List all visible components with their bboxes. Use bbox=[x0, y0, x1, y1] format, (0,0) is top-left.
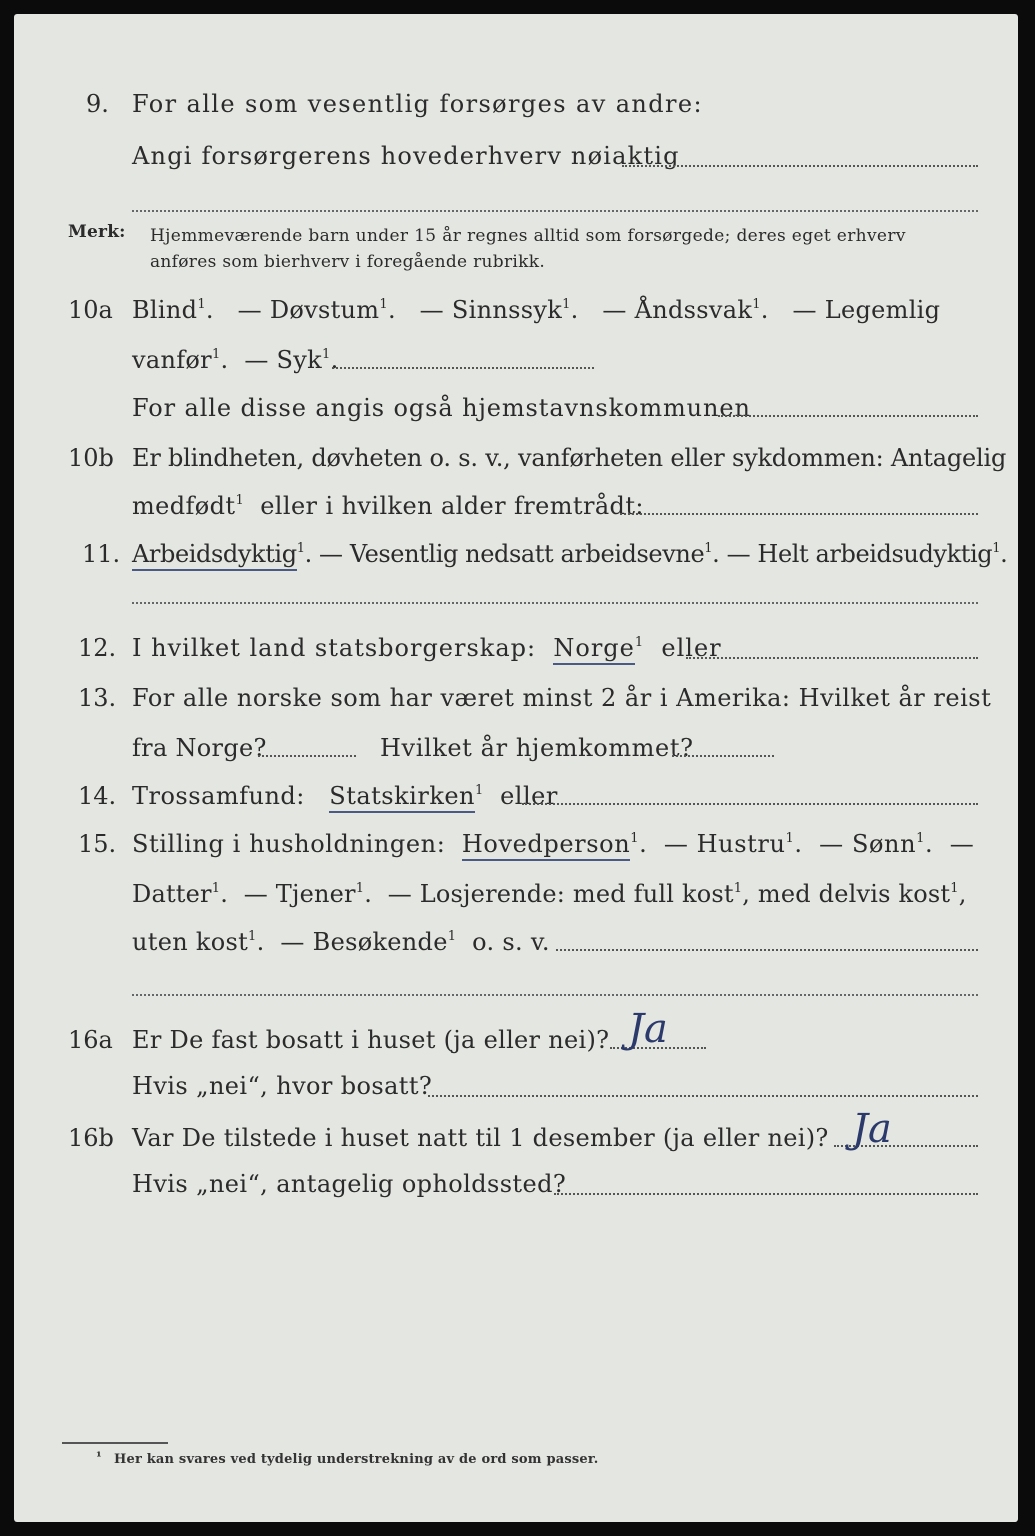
q16a-bosatt-line[interactable] bbox=[428, 1095, 978, 1097]
opt-blind[interactable]: Blind bbox=[132, 296, 198, 324]
q13-line2a: fra Norge? bbox=[132, 734, 267, 762]
q15-line2: Datter$^1$. — Tjener$^1$. — Losjerende: med full kost$^1$, med delvis kost$^1$, bbox=[132, 880, 967, 908]
q13-number: 13. bbox=[78, 684, 117, 712]
q10a-line3: For alle disse angis også hjemstavnskommunen bbox=[132, 394, 751, 422]
footnote-mark: ¹ bbox=[96, 1450, 102, 1465]
q10a-line1: Blind$^1$. — Døvstum$^1$. — Sinnssyk$^1$. — Åndssvak$^1$. — Legemlig bbox=[132, 296, 941, 324]
opt-delvis-kost[interactable]: , med delvis kost bbox=[742, 880, 951, 908]
opt-full-kost[interactable]: — Losjerende: med full kost bbox=[387, 880, 734, 908]
q14-number: 14. bbox=[78, 782, 117, 810]
q14-label: Trossamfund: bbox=[132, 782, 305, 810]
opt-tjener[interactable]: — Tjener bbox=[243, 880, 356, 908]
opt-statskirken[interactable]: Statskirken bbox=[329, 782, 475, 813]
q10a-line2: vanfør$^1$. — Syk$^1$. bbox=[132, 346, 339, 374]
q10b-line1: Er blindheten, døvheten o. s. v., vanførheten eller sykdommen: Antagelig bbox=[132, 444, 1007, 472]
q10b-alder-label: eller i hvilken alder fremtrådt: bbox=[260, 492, 644, 520]
q9-answer-line-2[interactable] bbox=[132, 210, 978, 212]
q9-answer-line[interactable] bbox=[622, 165, 978, 167]
q13-hjemkommet-line[interactable] bbox=[672, 755, 774, 757]
q11-line: Arbeidsdyktig$^1$. — Vesentlig nedsatt arbeidsevne$^1$. — Helt arbeidsudyktig$^1$. bbox=[132, 540, 1007, 568]
q11-answer-line[interactable] bbox=[132, 602, 978, 604]
opt-hovedperson[interactable]: Hovedperson bbox=[462, 830, 630, 861]
q14-answer-line[interactable] bbox=[522, 803, 978, 805]
opt-vanfor[interactable]: vanfør bbox=[132, 346, 212, 374]
q12-label: I hvilket land statsborgerskap: bbox=[132, 634, 537, 662]
q10a-syk-line[interactable] bbox=[332, 367, 594, 369]
q15-dash: — bbox=[949, 830, 975, 858]
merk-line1: Hjemmeværende barn under 15 år regnes alltid som forsørgede; deres eget erhverv bbox=[150, 226, 906, 246]
q16a-line2: Hvis „nei“, hvor bosatt? bbox=[132, 1072, 433, 1100]
q10b-line2: medfødt$^1$ eller i hvilken alder fremtrådt: bbox=[132, 492, 644, 520]
q15-label: Stilling i husholdningen: bbox=[132, 830, 446, 858]
q9-line1: For alle som vesentlig forsørges av andre: bbox=[132, 90, 704, 118]
q16b-handwritten-answer: Ja bbox=[852, 1106, 892, 1152]
q9-line2: Angi forsørgerens hovederhverv nøiaktig bbox=[132, 142, 680, 170]
q11-number: 11. bbox=[82, 540, 121, 568]
footnote-rule bbox=[62, 1442, 168, 1444]
opt-helt-arbeidsudyktig[interactable]: — Helt arbeidsudyktig bbox=[726, 540, 993, 568]
opt-arbeidsdyktig[interactable]: Arbeidsdyktig bbox=[132, 540, 297, 571]
q16b-number: 16b bbox=[68, 1124, 114, 1152]
opt-norge[interactable]: Norge bbox=[553, 634, 635, 665]
q12-number: 12. bbox=[78, 634, 117, 662]
q10a-number: 10a bbox=[68, 296, 113, 324]
q15-line3: uten kost$^1$. — Besøkende$^1$ o. s. v. bbox=[132, 928, 550, 956]
q15-answer-line-2[interactable] bbox=[132, 994, 978, 996]
opt-hustru[interactable]: — Hustru bbox=[663, 830, 786, 858]
q15-number: 15. bbox=[78, 830, 117, 858]
opt-legemlig[interactable]: — Legemlig bbox=[792, 296, 941, 324]
q10b-number: 10b bbox=[68, 444, 114, 472]
q16b-line1: Var De tilstede i huset natt til 1 desember (ja eller nei)? bbox=[132, 1124, 829, 1152]
opt-sinnssyk[interactable]: — Sinnssyk bbox=[419, 296, 563, 324]
footnote-text: Her kan svares ved tydelig understrekning av de ord som passer. bbox=[114, 1452, 599, 1467]
opt-datter[interactable]: Datter bbox=[132, 880, 212, 908]
opt-sonn[interactable]: — Sønn bbox=[819, 830, 917, 858]
q13-line2b: Hvilket år hjemkommet? bbox=[380, 734, 694, 762]
opt-syk[interactable]: — Syk bbox=[244, 346, 322, 374]
opt-vesentlig-nedsatt[interactable]: — Vesentlig nedsatt arbeidsevne bbox=[319, 540, 705, 568]
q15-comma: , bbox=[958, 880, 967, 908]
q13-reist-line[interactable] bbox=[258, 755, 356, 757]
merk-line2: anføres som bierhverv i foregående rubrikk. bbox=[150, 252, 546, 272]
q10b-answer-line[interactable] bbox=[620, 513, 978, 515]
q16b-line2: Hvis „nei“, antagelig opholdssted? bbox=[132, 1170, 567, 1198]
q16a-line1: Er De fast bosatt i huset (ja eller nei)? bbox=[132, 1026, 610, 1054]
opt-andssvak[interactable]: — Åndssvak bbox=[602, 296, 753, 324]
q15-answer-line[interactable] bbox=[556, 949, 978, 951]
q9-number: 9. bbox=[86, 90, 109, 118]
census-form-page bbox=[14, 14, 1018, 1522]
merk-label: Merk: bbox=[68, 222, 126, 242]
q16b-opholdssted-line[interactable] bbox=[554, 1193, 978, 1195]
q16a-number: 16a bbox=[68, 1026, 113, 1054]
q15-osv: o. s. v. bbox=[472, 928, 550, 956]
q12-answer-line[interactable] bbox=[686, 657, 978, 659]
opt-besokende[interactable]: — Besøkende bbox=[280, 928, 448, 956]
opt-eller-trossamfund: eller bbox=[500, 782, 558, 810]
opt-medfodt[interactable]: medfødt bbox=[132, 492, 236, 520]
q14-line: Trossamfund: Statskirken$^1$ eller bbox=[132, 782, 558, 810]
opt-eller-land: eller bbox=[661, 634, 722, 662]
q16a-handwritten-answer: Ja bbox=[628, 1006, 668, 1052]
opt-dovstum[interactable]: — Døvstum bbox=[237, 296, 380, 324]
q13-line1: For alle norske som har været minst 2 år i Amerika: Hvilket år reist bbox=[132, 684, 992, 712]
q10a-kommune-line[interactable] bbox=[718, 415, 978, 417]
opt-uten-kost[interactable]: uten kost bbox=[132, 928, 249, 956]
q12-line: I hvilket land statsborgerskap: Norge$^1$ eller bbox=[132, 634, 722, 662]
q15-line1: Stilling i husholdningen: Hovedperson$^1$. — Hustru$^1$. — Sønn$^1$. — bbox=[132, 830, 974, 858]
